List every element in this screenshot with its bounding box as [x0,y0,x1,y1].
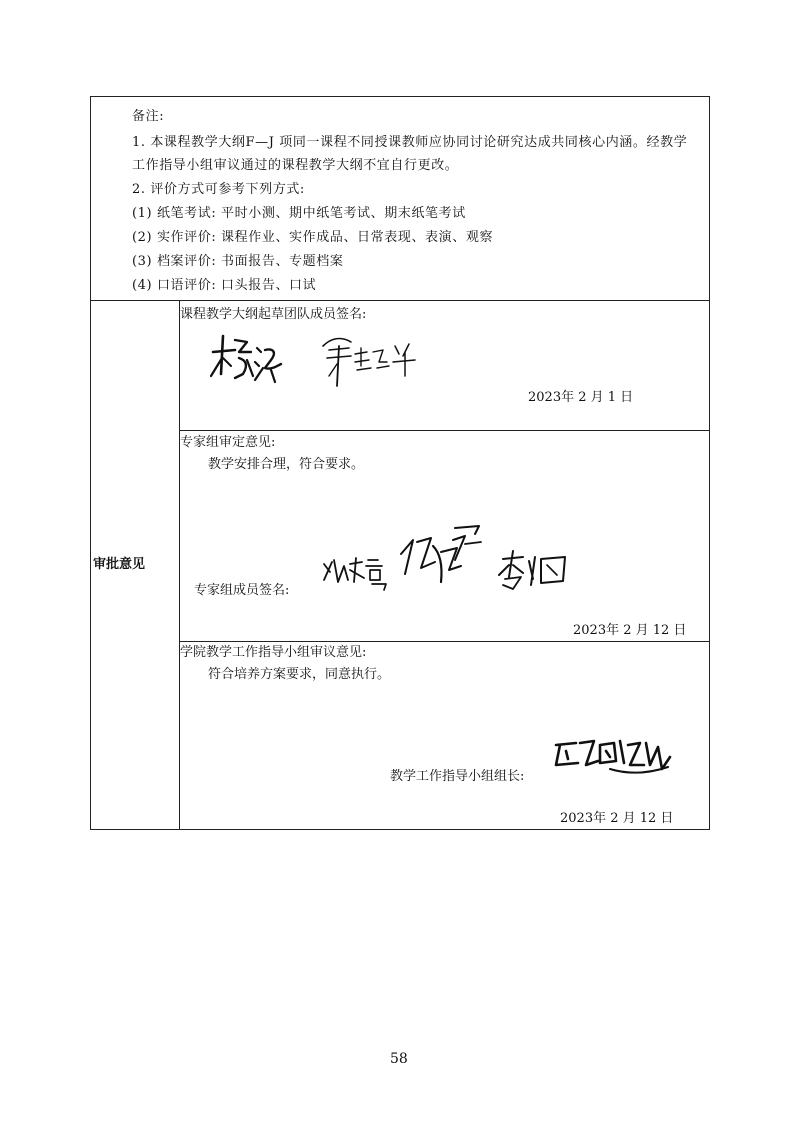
notes-line-6: (3) 档案评价: 书面报告、专题档案 [132,254,344,269]
notes-heading: 备注: [132,109,165,124]
table-border-right [709,96,710,830]
college-group-leader-signature [550,735,675,783]
college-sign-label: 教学工作指导小组组长: [390,769,525,784]
expert-heading: 专家组审定意见: [180,435,276,450]
notes-line-3: 2. 评价方式可参考下列方式: [132,182,305,197]
notes-line-4: (1) 纸笔考试: 平时小测、期中纸笔考试、期末纸笔考试 [132,206,466,221]
table-border-bottom [90,829,710,830]
college-heading: 学院教学工作指导小组审议意见: [180,645,367,660]
expert-signature-2 [395,522,490,597]
drafting-date: 2023年 2 月 1 日 [528,390,634,405]
table-border-top [90,96,710,97]
page-number: 58 [390,1051,408,1067]
college-opinion: 符合培养方案要求，同意执行。 [208,667,391,682]
expert-signature-3 [495,545,575,595]
notes-line-1: 1. 本课程教学大纲F—J 项同一课程不同授课教师应协同讨论研究达成共同核心内涵。经教学 [132,135,688,150]
table-border-left [90,96,91,830]
notes-line-2: 工作指导小组审议通过的课程教学大纲不宜自行更改。 [132,158,459,173]
expert-sign-label: 专家组成员签名: [194,583,290,598]
drafting-signature-2 [315,332,425,392]
expert-signature-1 [320,550,395,595]
notes-line-7: (4) 口语评价: 口头报告、口试 [132,278,317,293]
table-divider-expert [179,641,710,642]
college-date: 2023年 2 月 12 日 [560,811,674,826]
approval-row-label: 审批意见 [93,557,146,572]
expert-date: 2023年 2 月 12 日 [573,623,687,638]
drafting-heading: 课程教学大纲起草团队成员签名: [180,307,367,322]
drafting-signature-1 [205,330,290,390]
table-divider-notes [90,300,710,301]
notes-line-5: (2) 实作评价: 课程作业、实作成品、日常表现、表演、观察 [132,230,494,245]
expert-opinion: 教学安排合理，符合要求。 [208,457,365,472]
table-divider-drafting [179,430,710,431]
table-divider-label-column [179,300,180,830]
